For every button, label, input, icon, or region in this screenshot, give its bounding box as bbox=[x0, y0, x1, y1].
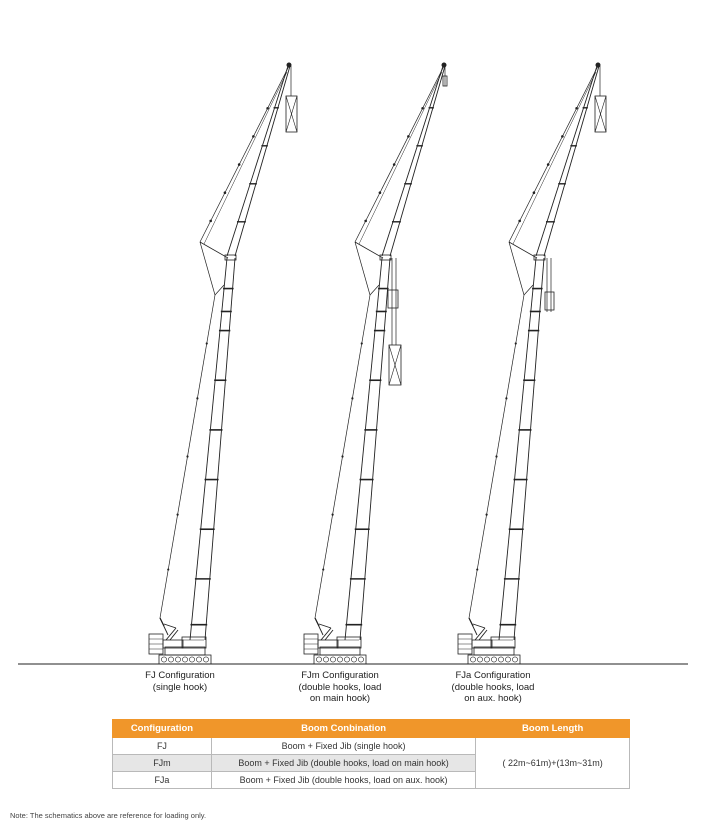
track-roller bbox=[351, 657, 356, 662]
track-roller bbox=[189, 657, 194, 662]
pendant-link bbox=[332, 514, 334, 516]
jib-pendant bbox=[355, 66, 444, 242]
caption-fja-line3: on aux. hook) bbox=[464, 693, 522, 704]
operator-cab bbox=[491, 637, 515, 648]
strut-backstay bbox=[200, 242, 215, 295]
boom-chord-right bbox=[360, 258, 390, 640]
mast-head bbox=[315, 618, 319, 626]
track-roller bbox=[182, 657, 187, 662]
operator-cab bbox=[182, 637, 206, 648]
pendant-link bbox=[266, 107, 269, 110]
jib-chord-left bbox=[382, 66, 443, 256]
track-roller bbox=[498, 657, 503, 662]
pendant-link bbox=[238, 163, 241, 166]
pendant-link bbox=[186, 455, 188, 457]
strut-tie bbox=[215, 285, 224, 295]
boom-chord-left bbox=[499, 258, 536, 640]
table-header-row bbox=[113, 720, 630, 738]
cell-config: FJ bbox=[113, 738, 212, 755]
caption-fja bbox=[433, 670, 553, 705]
cell-boom-length: ( 22m~61m)+(13m~31m) bbox=[476, 738, 630, 789]
jib-chord-right bbox=[544, 66, 599, 256]
caption-fj-line2: (single hook) bbox=[152, 681, 208, 693]
table-row bbox=[113, 738, 630, 755]
pendant-link bbox=[167, 568, 169, 570]
crane-fjm bbox=[304, 63, 447, 665]
pendant-link bbox=[196, 397, 198, 399]
crane-fj bbox=[149, 63, 297, 665]
pendant-link bbox=[393, 163, 396, 166]
crane-fja bbox=[458, 63, 606, 665]
jib-chord-right bbox=[235, 66, 290, 256]
mast-foot bbox=[325, 630, 333, 640]
track-roller bbox=[491, 657, 496, 662]
hook-block bbox=[286, 66, 297, 132]
footnote: Note: The schematics above are reference for loading only. bbox=[10, 811, 207, 820]
caption-fjm bbox=[280, 670, 400, 705]
header-boom-length: Boom Length bbox=[476, 720, 630, 738]
pendant-link bbox=[379, 191, 382, 194]
pendant-link bbox=[421, 107, 424, 110]
cell-combination: Boom + Fixed Jib (double hooks, load on main hook) bbox=[211, 755, 475, 772]
strut-tie bbox=[370, 285, 379, 295]
pendant-link bbox=[495, 455, 497, 457]
track-roller bbox=[477, 657, 482, 662]
pendant-link bbox=[341, 455, 343, 457]
track-roller bbox=[161, 657, 166, 662]
track-roller bbox=[358, 657, 363, 662]
pendant-link bbox=[177, 514, 179, 516]
pendant-link bbox=[505, 397, 507, 399]
mast-head bbox=[469, 618, 473, 626]
pendant-link bbox=[486, 514, 488, 516]
pendant-link bbox=[224, 191, 227, 194]
jib-chord-left bbox=[227, 66, 288, 256]
track-roller bbox=[344, 657, 349, 662]
fixed-jib bbox=[382, 66, 445, 256]
pendant-link bbox=[364, 220, 367, 223]
fixed-jib bbox=[227, 66, 290, 256]
caption-fja-line2: (double hooks, load bbox=[451, 681, 535, 693]
boom-chord-left bbox=[345, 258, 382, 640]
pendant-link bbox=[351, 397, 353, 399]
operator-cab bbox=[337, 637, 361, 648]
mast-head bbox=[160, 618, 164, 626]
configuration-table bbox=[112, 719, 630, 789]
header-boom-combination: Boom Conbination bbox=[211, 720, 475, 738]
cell-config: FJm bbox=[113, 755, 212, 772]
header-configuration: Configuration bbox=[113, 720, 212, 738]
boom-chord-left bbox=[190, 258, 227, 640]
pendant-link bbox=[209, 220, 212, 223]
track-roller bbox=[470, 657, 475, 662]
track-roller bbox=[484, 657, 489, 662]
pendant-link bbox=[575, 107, 578, 110]
track-roller bbox=[337, 657, 342, 662]
caption-fjm-line2: (double hooks, load bbox=[298, 681, 382, 693]
jib-pendant bbox=[200, 66, 289, 242]
hook-block bbox=[545, 66, 606, 312]
cell-config: FJa bbox=[113, 772, 212, 789]
strut-backstay bbox=[509, 242, 524, 295]
gantry bbox=[319, 624, 331, 628]
boom bbox=[499, 255, 545, 640]
main-hook-sheave bbox=[388, 290, 398, 308]
track-roller bbox=[505, 657, 510, 662]
main-hook-block bbox=[545, 292, 554, 310]
caption-fj bbox=[120, 670, 240, 693]
pendant-link bbox=[476, 568, 478, 570]
boom-chord-right bbox=[514, 258, 544, 640]
cell-combination: Boom + Fixed Jib (double hooks, load on aux. hook) bbox=[211, 772, 475, 789]
track-roller bbox=[196, 657, 201, 662]
gantry bbox=[164, 624, 176, 628]
pendant-link bbox=[206, 342, 208, 344]
pendant-link bbox=[407, 135, 410, 138]
pendant-link bbox=[533, 191, 536, 194]
pendant-link bbox=[252, 135, 255, 138]
pendant-link bbox=[561, 135, 564, 138]
jib-chord-left bbox=[536, 66, 597, 256]
track-roller bbox=[203, 657, 208, 662]
track-roller bbox=[168, 657, 173, 662]
boom bbox=[190, 255, 236, 640]
jib-chord-right bbox=[390, 66, 445, 256]
caption-fjm-line1: FJm Configuration bbox=[301, 670, 379, 681]
mast-foot bbox=[170, 630, 178, 640]
jib-pendant bbox=[509, 66, 598, 242]
caption-fj-line1: FJ Configuration bbox=[145, 670, 215, 681]
pendant-link bbox=[322, 568, 324, 570]
pendant-link bbox=[518, 220, 521, 223]
pendant-link bbox=[515, 342, 517, 344]
track-roller bbox=[316, 657, 321, 662]
strut-backstay bbox=[355, 242, 370, 295]
pendant-link bbox=[547, 163, 550, 166]
track-roller bbox=[330, 657, 335, 662]
caption-fjm-line3: on main hook) bbox=[309, 693, 371, 704]
boom bbox=[345, 255, 391, 640]
boom-chord-right bbox=[205, 258, 235, 640]
track-roller bbox=[512, 657, 517, 662]
hook-block bbox=[388, 66, 447, 385]
strut-tie bbox=[524, 285, 533, 295]
cell-combination: Boom + Fixed Jib (single hook) bbox=[211, 738, 475, 755]
mast-foot bbox=[479, 630, 487, 640]
track-roller bbox=[175, 657, 180, 662]
pendant-link bbox=[361, 342, 363, 344]
gantry bbox=[473, 624, 485, 628]
fixed-jib bbox=[536, 66, 599, 256]
caption-fja-line1: FJa Configuration bbox=[455, 670, 531, 681]
track-roller bbox=[323, 657, 328, 662]
